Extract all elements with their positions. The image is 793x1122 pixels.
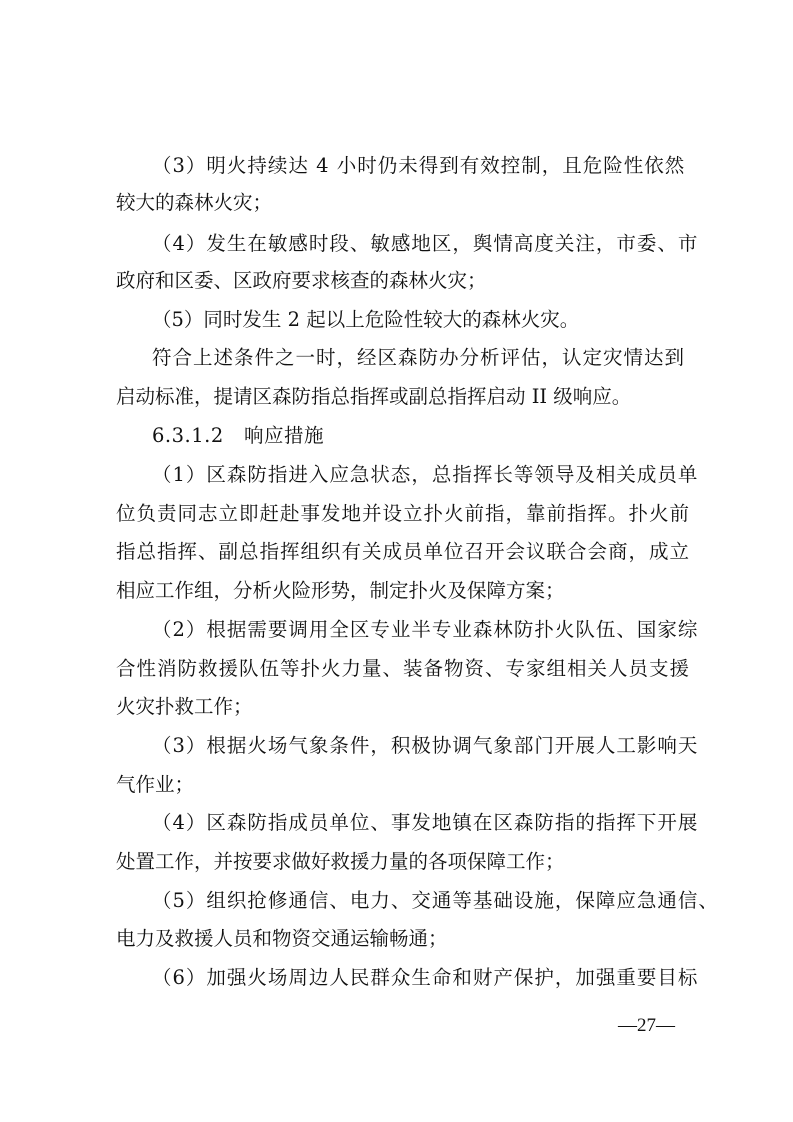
paragraph-line: （6）加强火场周边人民群众生命和财产保护，加强重要目标 [152,966,699,989]
paragraph-line: （5）组织抢修通信、电力、交通等基础设施，保障应急通信、 [152,889,719,912]
paragraph-line: （1）区森防指进入应急状态，总指挥长等领导及相关成员单 [152,463,699,486]
paragraph-line: 符合上述条件之一时，经区森防办分析评估，认定灾情达到 [152,346,686,369]
paragraph-line: 指总指挥、副总指挥组织有关成员单位召开会议联合会商，成立 [116,540,691,563]
paragraph-line: 处置工作，并按要求做好救援力量的各项保障工作； [116,850,565,873]
paragraph-line: 较大的森林火灾； [116,191,273,214]
paragraph-line: （4）发生在敏感时段、敏感地区，舆情高度关注，市委、市 [152,232,699,255]
paragraph-line: 气作业； [116,773,195,796]
paragraph-line: 合性消防救援队伍等扑火力量、装备物资、专家组相关人员支援 [116,657,691,680]
paragraph-line: 电力及救援人员和物资交通运输畅通； [116,927,448,950]
paragraph-line: 位负责同志立即赶赴事发地并设立扑火前指，靠前指挥。扑火前 [116,502,691,525]
section-number: 6.3.1.2 [152,424,224,447]
paragraph-line: 政府和区委、区政府要求核查的森林火灾； [116,269,487,292]
paragraph-line: 火灾扑救工作； [116,695,253,718]
paragraph-line: （4）区森防指成员单位、事发地镇在区森防指的指挥下开展 [152,811,699,834]
section-heading [152,424,324,448]
section-title: 响应措施 [244,424,325,447]
page-number: —27— [618,1015,675,1036]
paragraph-line: （2）根据需要调用全区专业半专业森林防扑火队伍、国家综 [152,618,699,641]
paragraph-line: （3）明火持续达 4 小时仍未得到有效控制，且危险性依然 [152,154,686,177]
paragraph-line: 相应工作组，分析火险形势，制定扑火及保障方案； [116,579,565,602]
paragraph-line: （5）同时发生 2 起以上危险性较大的森林火灾。 [152,308,580,331]
paragraph-line: 启动标准，提请区森防指总指挥或副总指挥启动 II 级响应。 [116,385,632,408]
paragraph-line: （3）根据火场气象条件，积极协调气象部门开展人工影响天 [152,734,699,757]
